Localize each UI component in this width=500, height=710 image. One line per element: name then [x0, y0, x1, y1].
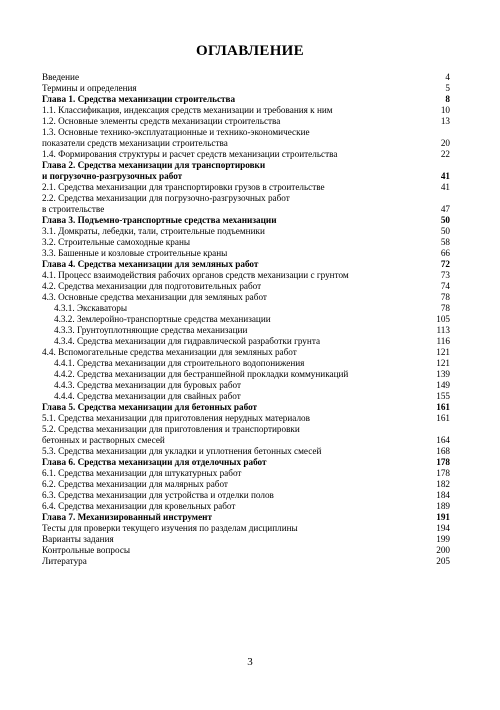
- toc-entry: [42, 149, 450, 160]
- toc-entry-row: [42, 347, 450, 358]
- toc-entry: [42, 94, 450, 105]
- toc-entry-row: [42, 446, 450, 457]
- toc-entry-row: [42, 402, 450, 413]
- toc-entry: [42, 479, 450, 490]
- toc-entry-line: 2.2. Средства механизации для погрузочно-разгрузочных работ: [42, 193, 290, 203]
- toc-entry: [42, 391, 450, 402]
- toc-dot-leader: [183, 171, 440, 182]
- toc-entry: [42, 182, 450, 193]
- toc-entry-page: 58: [440, 237, 450, 247]
- toc-entry-row: [42, 237, 450, 248]
- toc-dot-leader: [88, 556, 435, 567]
- toc-entry-row: [42, 523, 450, 534]
- toc-entry-row: [42, 259, 450, 270]
- toc-entry: [42, 270, 450, 281]
- toc-entry-row: [54, 314, 450, 325]
- toc-entry-page: 50: [440, 215, 450, 225]
- toc-entry-page: 121: [436, 347, 450, 357]
- toc-entry-page: 139: [436, 369, 450, 379]
- toc-entry-page: 78: [440, 292, 450, 302]
- toc-entry-line: 1.3. Основные технико-эксплуатационные и технико-экономические: [42, 127, 310, 137]
- toc-dot-leader: [259, 259, 439, 270]
- toc-entry-title: Введение: [42, 72, 80, 82]
- toc-entry: [42, 413, 450, 424]
- toc-dot-leader: [138, 83, 445, 94]
- toc-entry-title: 4.1. Процесс взаимодействия рабочих органов средств механизации с грунтом: [42, 270, 349, 280]
- toc-entry-page: 155: [436, 391, 450, 401]
- toc-entry-page: 200: [436, 545, 450, 555]
- toc-dot-leader: [213, 512, 435, 523]
- toc-entry-row: [42, 468, 450, 479]
- toc-dot-leader: [266, 226, 440, 237]
- toc-entry-page: 66: [440, 248, 450, 258]
- toc-entry-title: Глава 4. Средства механизации для земляных работ: [42, 259, 259, 269]
- toc-entry-title: Глава 1. Средства механизации строительства: [42, 94, 236, 104]
- toc-entry-page: 113: [436, 325, 450, 335]
- toc-dot-leader: [236, 501, 435, 512]
- toc-entry: [42, 127, 450, 149]
- toc-dot-leader: [258, 402, 435, 413]
- toc-entry-title: 6.3. Средства механизации для устройства и отделки полов: [42, 490, 274, 500]
- toc-entry-title: 5.3. Средства механизации для укладки и уплотнения бетонных смесей: [42, 446, 322, 456]
- toc-dot-leader: [262, 281, 440, 292]
- toc-dot-leader: [268, 457, 436, 468]
- toc-entry-page: 41: [440, 182, 450, 192]
- toc-entry-page: 182: [436, 479, 450, 489]
- toc-entry-page: 4: [445, 72, 450, 82]
- toc-dot-leader: [115, 534, 436, 545]
- toc-entry-title: в строительстве: [42, 204, 105, 214]
- toc-entry-row: [54, 325, 450, 336]
- toc-entry-page: 178: [436, 468, 450, 478]
- toc-dot-leader: [298, 347, 435, 358]
- toc-entry: [42, 457, 450, 468]
- toc-entry-page: 78: [440, 303, 450, 313]
- toc-entry-page: 41: [440, 171, 450, 181]
- toc-entry: [42, 545, 450, 556]
- toc-dot-leader: [80, 72, 444, 83]
- toc-dot-leader: [166, 435, 435, 446]
- toc-entry-page: 168: [436, 446, 450, 456]
- toc-entry-row: [42, 204, 450, 215]
- toc-dot-leader: [242, 391, 435, 402]
- toc-entry-title: 6.1. Средства механизации для штукатурных работ: [42, 468, 242, 478]
- toc-entry-title: 3.1. Домкраты, лебедки, тали, строительные подъемники: [42, 226, 265, 236]
- toc-entry-row: [42, 512, 450, 523]
- toc-entry-title: 1.4. Формирования структуры и расчет средств механизации строительства: [42, 149, 338, 159]
- toc-dot-leader: [349, 369, 435, 380]
- toc-dot-leader: [338, 149, 439, 160]
- toc-entry-page: 47: [440, 204, 450, 214]
- toc-entry-row: [42, 534, 450, 545]
- toc-dot-leader: [350, 270, 440, 281]
- toc-entry-row: [42, 292, 450, 303]
- toc-entry-title: Глава 5. Средства механизации для бетонных работ: [42, 402, 258, 412]
- toc-entry-row: [54, 391, 450, 402]
- toc-entry-page: 178: [436, 457, 450, 467]
- toc-entry: [42, 160, 450, 182]
- toc-entry-title: 4.4.2. Средства механизации для бестраншейной прокладки коммуникаций: [54, 369, 349, 379]
- toc-dot-leader: [229, 479, 435, 490]
- toc-entry: [42, 193, 450, 215]
- toc-entry-page: 194: [436, 523, 450, 533]
- toc-entry-page: 13: [440, 116, 450, 126]
- toc-dot-leader: [326, 182, 440, 193]
- toc-dot-leader: [242, 380, 435, 391]
- toc-entry-row: [42, 171, 450, 182]
- toc-entry-title: Литература: [42, 556, 87, 566]
- toc-entry-title: 1.2. Основные элементы средств механизации строительства: [42, 116, 281, 126]
- toc-dot-leader: [191, 237, 440, 248]
- toc-entry-page: 164: [436, 435, 450, 445]
- toc-entry: [42, 512, 450, 523]
- toc-entry: [42, 446, 450, 457]
- toc-entry-row: [42, 556, 450, 567]
- toc-entry: [42, 237, 450, 248]
- toc-entry-title: показатели средств механизации строительства: [42, 138, 228, 148]
- toc-entry-page: 22: [440, 149, 450, 159]
- toc-entry-row: [54, 369, 450, 380]
- toc-entry-title: 4.4.3. Средства механизации для буровых работ: [54, 380, 242, 390]
- toc-entry-row: [42, 479, 450, 490]
- toc-entry-title: 4.3.3. Грунтоуплотняющие средства механизации: [54, 325, 248, 335]
- toc-entry-row: [42, 457, 450, 468]
- toc-dot-leader: [305, 358, 435, 369]
- toc-entry-page: 116: [436, 336, 450, 346]
- toc-entry-title: Глава 6. Средства механизации для отделочных работ: [42, 457, 267, 467]
- toc-entry: [42, 281, 450, 292]
- toc-entry-title: 4.3.2. Землеройно-транспортные средства механизации: [54, 314, 271, 324]
- toc-entry-page: 74: [440, 281, 450, 291]
- toc-entry: [42, 292, 450, 303]
- toc-entry-title: 4.4.1. Средства механизации для строительного водопонижения: [54, 358, 305, 368]
- toc-dot-leader: [268, 292, 440, 303]
- toc-entry-title: 1.1. Классификация, индексация средств механизации и требования к ним: [42, 105, 333, 115]
- toc-entry: [42, 226, 450, 237]
- toc-entry: [42, 523, 450, 534]
- toc-entry: [42, 424, 450, 446]
- toc-entry: [42, 369, 450, 380]
- toc-entry: [42, 402, 450, 413]
- toc-entry: [42, 556, 450, 567]
- toc-entry-row: [42, 270, 450, 281]
- toc-entry-line: 5.2. Средства механизации для приготовления и транспортировки: [42, 424, 300, 434]
- toc-entry: [42, 314, 450, 325]
- toc-entry-row: [42, 149, 450, 160]
- toc-entry-title: 4.3.1. Экскаваторы: [54, 303, 128, 313]
- toc-entry: [42, 259, 450, 270]
- toc-entry: [42, 116, 450, 127]
- toc-dot-leader: [275, 490, 435, 501]
- toc-entry-title: Тесты для проверки текущего изучения по разделам дисциплины: [42, 523, 298, 533]
- toc-entry-row: [42, 248, 450, 259]
- toc-entry: [42, 83, 450, 94]
- toc-entry-page: 73: [440, 270, 450, 280]
- toc-entry: [42, 490, 450, 501]
- toc-entry: [42, 347, 450, 358]
- toc-dot-leader: [128, 303, 440, 314]
- toc-entry: [42, 468, 450, 479]
- toc-entry-row: [42, 490, 450, 501]
- toc-dot-leader: [229, 138, 440, 149]
- toc-entry: [42, 215, 450, 226]
- toc-entry-page: 161: [436, 402, 450, 412]
- toc-dot-leader: [311, 413, 435, 424]
- toc-dot-leader: [228, 248, 439, 259]
- toc-dot-leader: [321, 336, 436, 347]
- toc-entry-title: бетонных и растворных смесей: [42, 435, 165, 445]
- toc-entry-page: 8: [445, 94, 450, 104]
- toc-entry-row: [42, 72, 450, 83]
- toc-entry-row: [42, 215, 450, 226]
- toc-entry-row: [42, 281, 450, 292]
- toc-entry-page: 50: [440, 226, 450, 236]
- toc-dot-leader: [105, 204, 440, 215]
- toc-entry: [42, 303, 450, 314]
- toc-dot-leader: [236, 94, 444, 105]
- toc-entry-row: [54, 380, 450, 391]
- toc-dot-leader: [281, 116, 439, 127]
- toc-entry-page: 205: [436, 556, 450, 566]
- toc-entry-row: [42, 105, 450, 116]
- toc-entry-row: [54, 358, 450, 369]
- toc-entry-row: [42, 435, 450, 446]
- toc-entry-row: [42, 94, 450, 105]
- toc-entry-page: 189: [436, 501, 450, 511]
- toc-entry: [42, 248, 450, 259]
- toc-entry-row: [54, 336, 450, 347]
- toc-entry-row: [42, 83, 450, 94]
- toc-entry-page: 149: [436, 380, 450, 390]
- toc-dot-leader: [272, 314, 436, 325]
- toc-entry: [42, 501, 450, 512]
- toc-entry-title: Глава 3. Подъемно-транспортные средства механизации: [42, 215, 277, 225]
- toc-entry-title: 5.1. Средства механизации для приготовления нерудных материалов: [42, 413, 310, 423]
- toc-entry: [42, 325, 450, 336]
- toc-entry-title: Варианты задания: [42, 534, 114, 544]
- toc-entry-row: [54, 303, 450, 314]
- toc-entry-title: 3.3. Башенные и козловые строительные краны: [42, 248, 228, 258]
- toc-entry-title: 6.4. Средства механизации для кровельных работ: [42, 501, 236, 511]
- toc-entry-title: 6.2. Средства механизации для малярных работ: [42, 479, 228, 489]
- toc-entry: [42, 380, 450, 391]
- toc-entry-row: [42, 138, 450, 149]
- toc-entry-row: [42, 501, 450, 512]
- table-of-contents: [42, 72, 450, 567]
- toc-entry-title: 3.2. Строительные самоходные краны: [42, 237, 191, 247]
- toc-entry-page: 199: [436, 534, 450, 544]
- toc-entry: [42, 358, 450, 369]
- toc-entry: [42, 534, 450, 545]
- toc-entry-page: 184: [436, 490, 450, 500]
- toc-entry-title: 4.3. Основные средства механизации для земляных работ: [42, 292, 267, 302]
- toc-entry-title: 4.4. Вспомогательные средства механизации для земляных работ: [42, 347, 297, 357]
- toc-dot-leader: [334, 105, 440, 116]
- toc-entry-title: Термины и определения: [42, 83, 137, 93]
- toc-dot-leader: [131, 545, 435, 556]
- toc-entry-title: и погрузочно-разгрузочных работ: [42, 171, 183, 181]
- toc-dot-leader: [278, 215, 440, 226]
- page-title: ОГЛАВЛЕНИЕ: [196, 43, 304, 59]
- toc-entry-page: 161: [436, 413, 450, 423]
- toc-entry: [42, 72, 450, 83]
- toc-entry: [42, 336, 450, 347]
- toc-entry-page: 121: [436, 358, 450, 368]
- toc-dot-leader: [322, 446, 435, 457]
- toc-entry-page: 72: [440, 259, 450, 269]
- toc-entry-row: [42, 116, 450, 127]
- toc-entry-page: 105: [436, 314, 450, 324]
- toc-entry-page: 10: [440, 105, 450, 115]
- toc-dot-leader: [242, 468, 435, 479]
- toc-entry-title: 4.3.4. Средства механизации для гидравлической разработки грунта: [54, 336, 321, 346]
- toc-entry-page: 5: [445, 83, 450, 93]
- toc-entry-page: 20: [440, 138, 450, 148]
- toc-entry-title: Контрольные вопросы: [42, 545, 131, 555]
- toc-dot-leader: [248, 325, 435, 336]
- toc-entry-line: Глава 2. Средства механизации для транспортировки: [42, 160, 266, 170]
- page-number: 3: [247, 656, 253, 668]
- toc-entry-row: [42, 226, 450, 237]
- toc-entry-row: [42, 413, 450, 424]
- toc-entry-row: [42, 545, 450, 556]
- toc-entry-page: 191: [436, 512, 450, 522]
- toc-entry-title: 4.4.4. Средства механизации для свайных работ: [54, 391, 241, 401]
- toc-entry-title: 4.2. Средства механизации для подготовительных работ: [42, 281, 262, 291]
- toc-dot-leader: [299, 523, 435, 534]
- toc-entry-title: Глава 7. Механизированный инструмент: [42, 512, 212, 522]
- toc-entry-row: [42, 182, 450, 193]
- toc-entry: [42, 105, 450, 116]
- toc-entry-title: 2.1. Средства механизации для транспортировки грузов в строительстве: [42, 182, 325, 192]
